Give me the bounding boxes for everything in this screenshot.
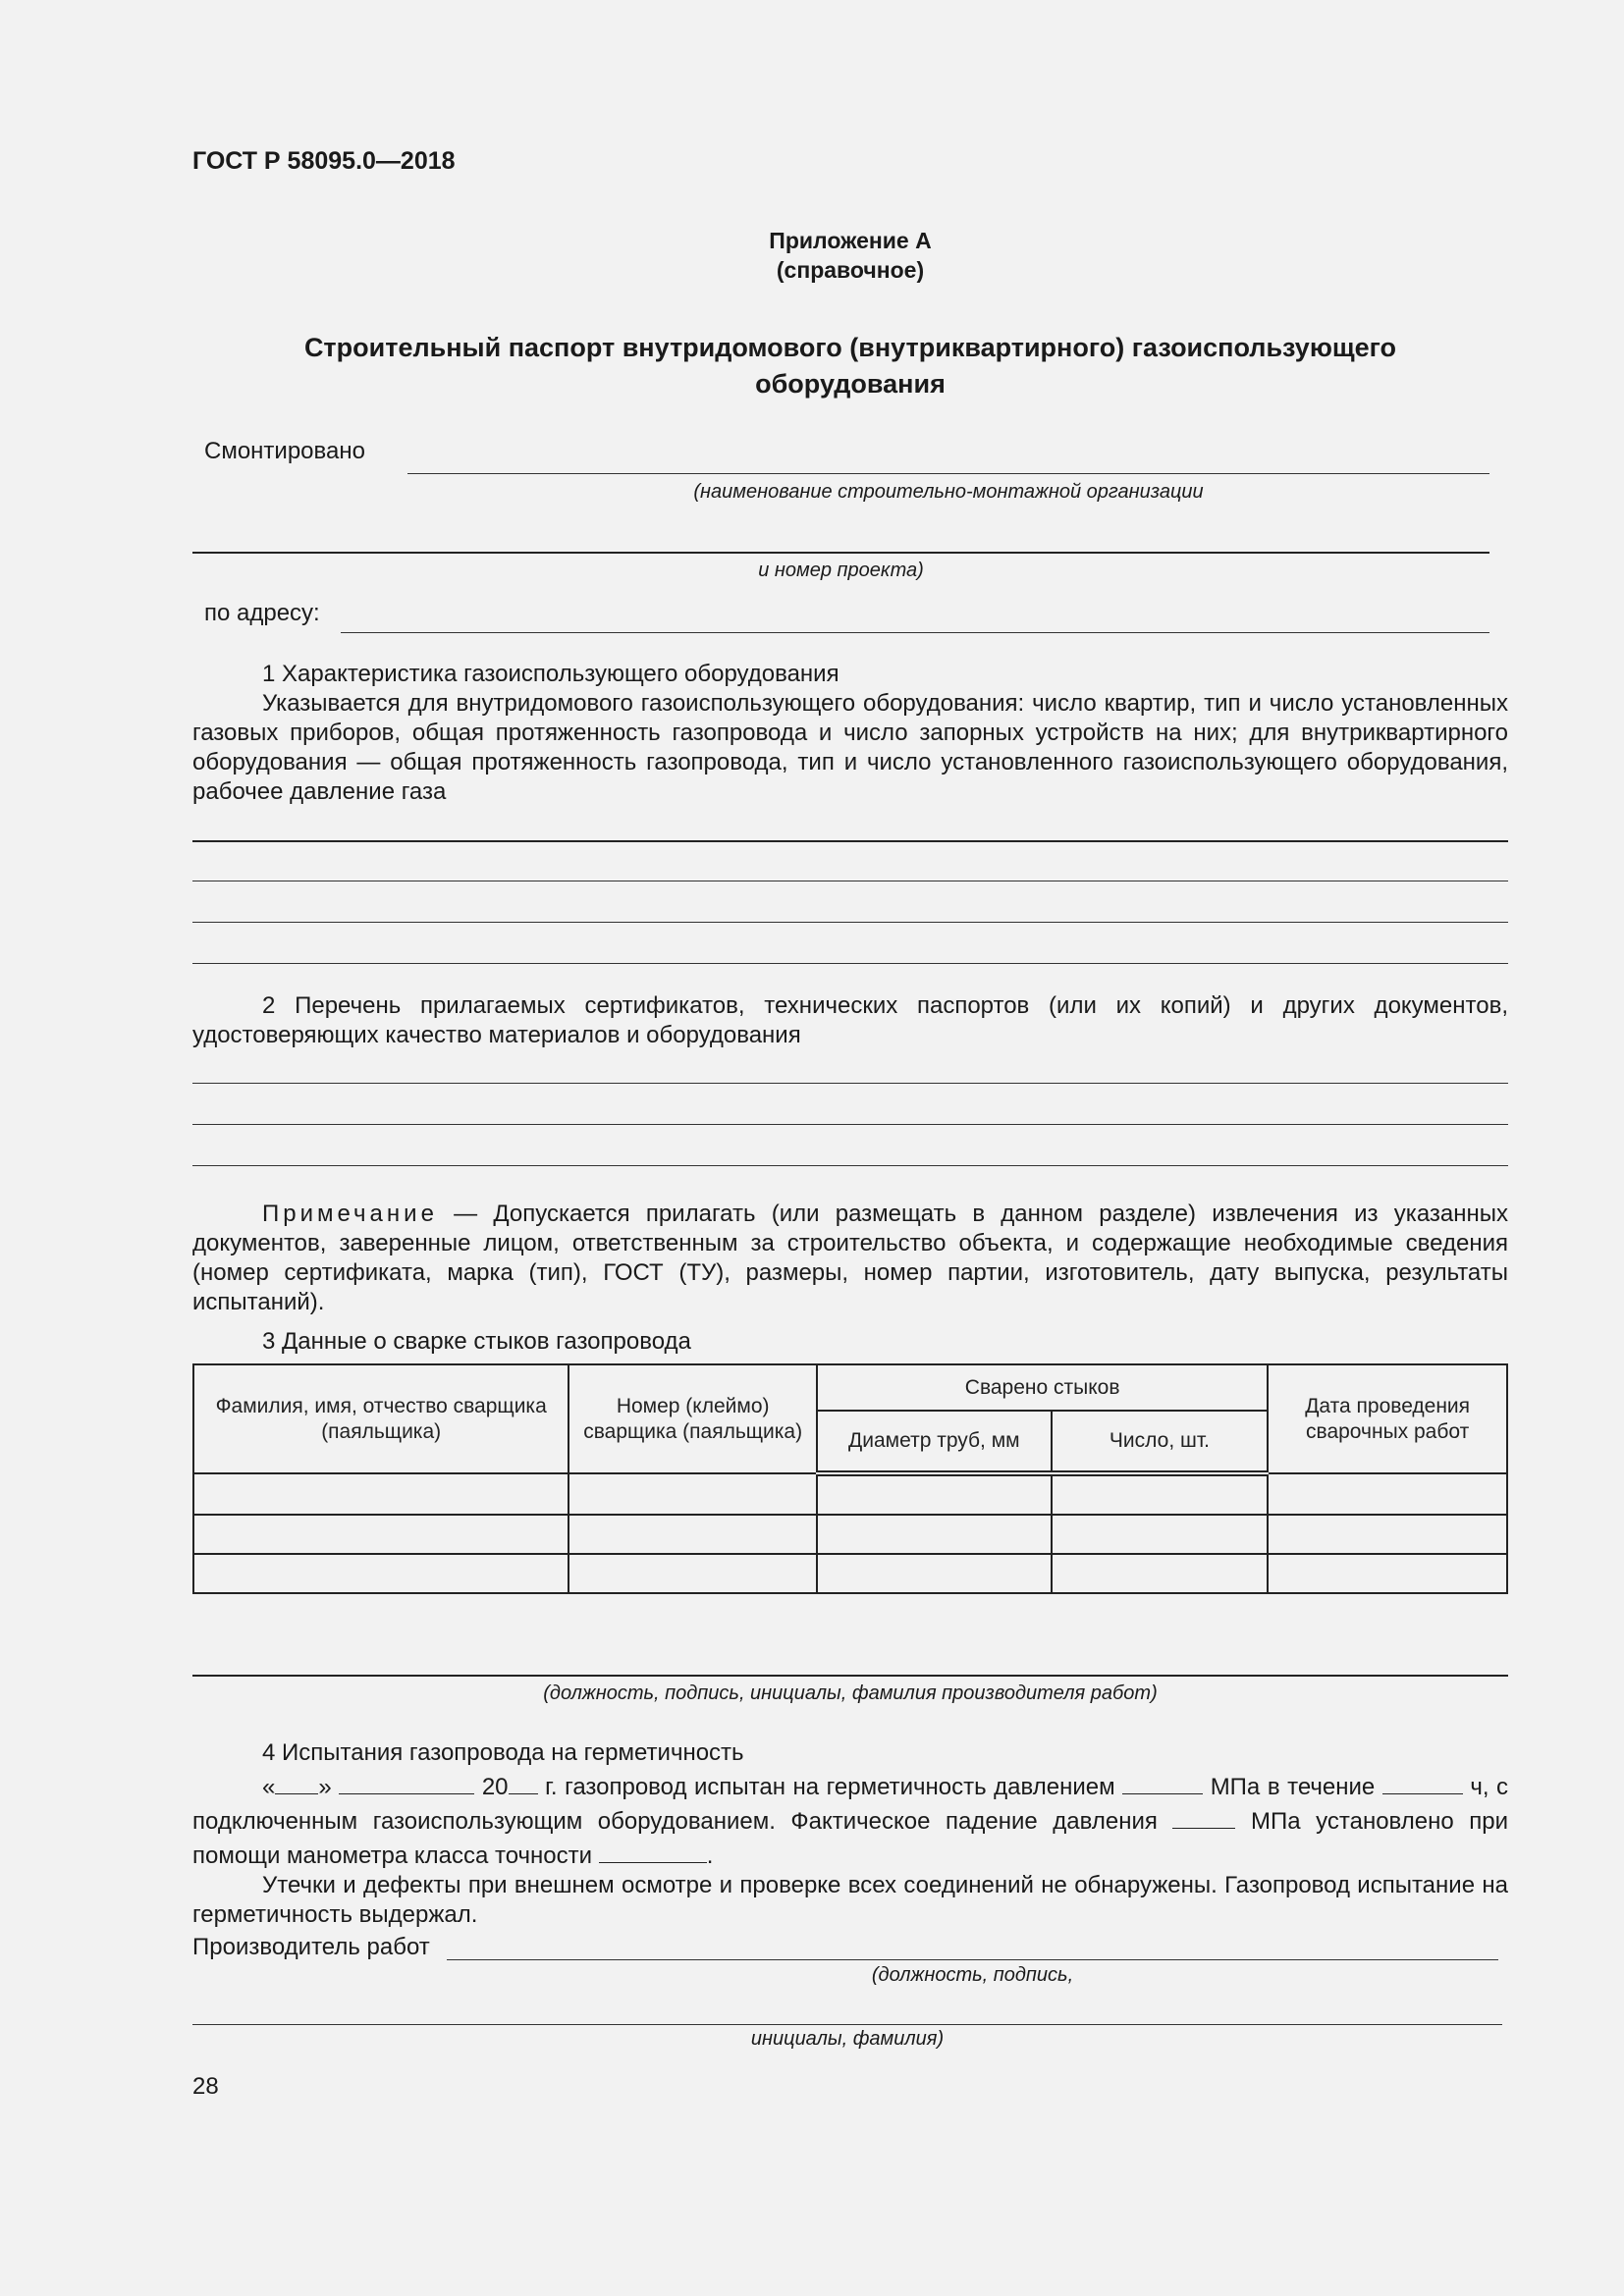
note-label: Примечание <box>262 1201 438 1227</box>
section4-heading: 4 Испытания газопровода на герметичность <box>262 1739 744 1766</box>
mounted-label: Смонтировано <box>204 438 365 464</box>
table-cell[interactable] <box>1052 1515 1269 1554</box>
col-joint-count: Число, шт. <box>1052 1411 1269 1473</box>
section4-test-text: « » 20 г. газопровод испытан на герметичность давлением МПа в течение ч, с подключенным газоиспользующим оборудованием. Фактическое падение давления МПа установлено при помощи манометра класса точности . <box>192 1768 1508 1871</box>
table-cell[interactable] <box>817 1473 1052 1515</box>
signature-caption: (должность, подпись, <box>871 1964 1074 1986</box>
page-title <box>192 330 1508 402</box>
table-cell[interactable] <box>568 1515 817 1554</box>
foreman-line[interactable] <box>192 1675 1508 1677</box>
section4 <box>192 1738 1508 1930</box>
appendix-title: Приложение А <box>769 228 932 253</box>
table-cell[interactable] <box>1052 1554 1269 1593</box>
signature-line-2[interactable] <box>192 2024 1502 2025</box>
welding-table <box>192 1363 1508 1594</box>
pressure-blank[interactable] <box>1122 1768 1203 1794</box>
hours-blank[interactable] <box>1382 1768 1463 1794</box>
col-welding-date: Дата проведения сварочных работ <box>1268 1364 1507 1473</box>
project-caption: и номер проекта) <box>758 560 924 581</box>
section2-line-1[interactable] <box>192 1083 1508 1084</box>
table-cell[interactable] <box>193 1554 568 1593</box>
col-welder-name: Фамилия, имя, отчество сварщика (паяльщика) <box>193 1364 568 1473</box>
table-cell[interactable] <box>817 1515 1052 1554</box>
year-blank[interactable] <box>509 1768 538 1794</box>
section2-line-3[interactable] <box>192 1165 1508 1166</box>
table-cell[interactable] <box>817 1554 1052 1593</box>
section1-heading: 1 Характеристика газоиспользующего оборудования <box>262 661 839 687</box>
section3-heading: 3 Данные о сварке стыков газопровода <box>262 1328 691 1355</box>
accuracy-class-blank[interactable] <box>599 1837 707 1863</box>
day-blank[interactable] <box>275 1768 318 1794</box>
mounted-caption: (наименование строительно-монтажной организации <box>693 481 1204 503</box>
section1-line-1[interactable] <box>192 840 1508 842</box>
signature-line[interactable] <box>447 1959 1498 1960</box>
table-cell[interactable] <box>1052 1473 1269 1515</box>
section4-result: Утечки и дефекты при внешнем осмотре и проверке всех соединений не обнаружены. Газопровод испытание на герметичность выдержал. <box>192 1872 1508 1928</box>
signature-caption-2: инициалы, фамилия) <box>750 2028 945 2050</box>
note <box>192 1200 1508 1317</box>
section1 <box>192 660 1508 807</box>
section1-line-4[interactable] <box>192 963 1508 964</box>
table-cell[interactable] <box>1268 1554 1507 1593</box>
mounted-line-2[interactable] <box>192 552 1489 554</box>
col-pipe-diameter: Диаметр труб, мм <box>817 1411 1052 1473</box>
mounted-line[interactable] <box>407 473 1489 474</box>
address-line[interactable] <box>341 632 1489 633</box>
section2-text: 2 Перечень прилагаемых сертификатов, технических паспортов (или их копий) и других документов, удостоверяющих качество материалов и оборудования <box>192 992 1508 1048</box>
address-label: по адресу: <box>204 600 320 626</box>
page-number: 28 <box>192 2073 219 2100</box>
section1-text: Указывается для внутридомового газоиспользующего оборудования: число квартир, тип и число установленных газовых приборов, общая протяженность газопровода и число запорных устройств на них; для внутриквартирного оборудования — общая протяженность газопровода, тип и число установленного газоиспользующего оборудования, рабочее давление газа <box>192 690 1508 805</box>
col-welded-joints: Сварено стыков <box>817 1364 1268 1411</box>
table-row <box>193 1515 1507 1554</box>
table-cell[interactable] <box>193 1473 568 1515</box>
table-cell[interactable] <box>568 1554 817 1593</box>
table-cell[interactable] <box>1268 1515 1507 1554</box>
table-cell[interactable] <box>193 1515 568 1554</box>
foreman-signature-label: Производитель работ <box>192 1934 430 1960</box>
note-text: — Допускается прилагать (или размещать в данном разделе) извлечения из указанных документов, заверенные лицом, ответственным за строительство объекта, и содержащие необходимые сведения (номер сертификата, марка (тип), ГОСТ (ТУ), размеры, номер партии, изготовитель, дату выпуска, результаты испытаний). <box>192 1201 1508 1315</box>
pressure-drop-blank[interactable] <box>1172 1802 1235 1829</box>
table-row <box>193 1554 1507 1593</box>
document-code: ГОСТ Р 58095.0—2018 <box>192 147 456 175</box>
appendix-type: (справочное) <box>776 257 925 283</box>
table-cell[interactable] <box>1268 1473 1507 1515</box>
appendix-heading <box>192 226 1508 285</box>
table-row <box>193 1473 1507 1515</box>
section2-line-2[interactable] <box>192 1124 1508 1125</box>
page-title-line1: Строительный паспорт внутридомового (внутриквартирного) газоиспользующего <box>303 333 1397 362</box>
col-welder-number: Номер (клеймо) сварщика (паяльщика) <box>568 1364 817 1473</box>
month-blank[interactable] <box>339 1768 474 1794</box>
page-title-line2: оборудования <box>755 369 946 399</box>
section1-line-3[interactable] <box>192 922 1508 923</box>
foreman-caption: (должность, подпись, инициалы, фамилия производителя работ) <box>543 1682 1158 1704</box>
table-cell[interactable] <box>568 1473 817 1515</box>
